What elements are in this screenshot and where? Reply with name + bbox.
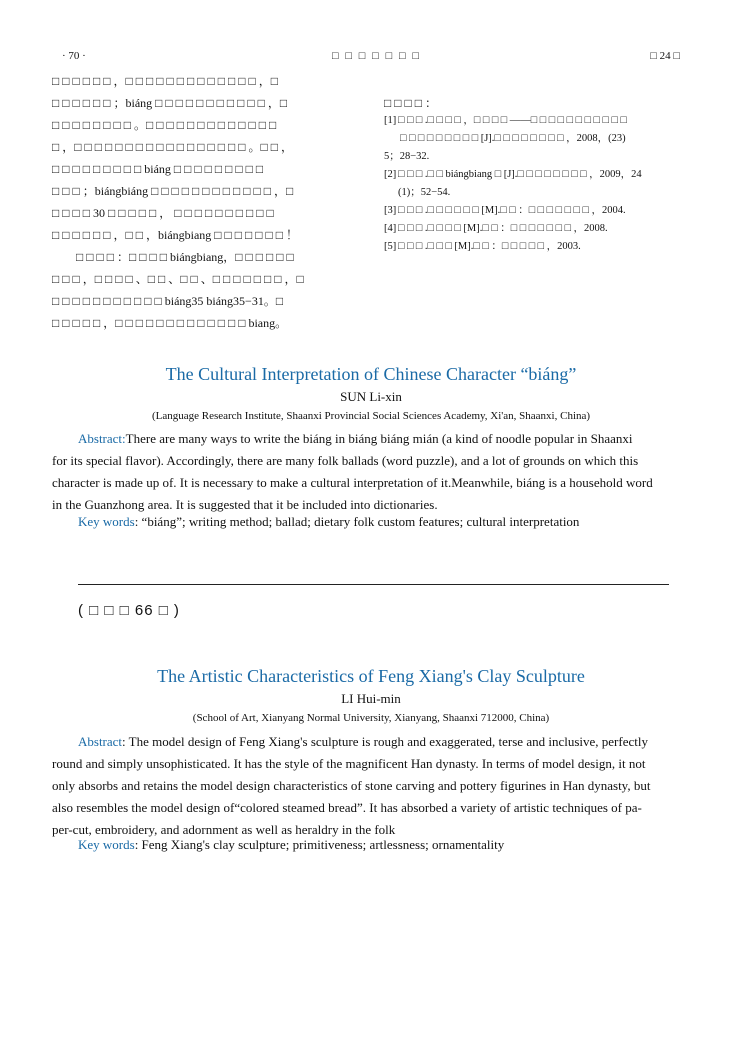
continued-from-note: ( □ □ □ 66 □ )	[78, 602, 180, 619]
reference-line: □ □ □ .□ □ □ □ [M].□ □ ：□ □ □ □ □ □ □ ，2008.	[398, 223, 608, 234]
reference-item	[384, 166, 690, 202]
body-line: □ □ □ □ □ □ □ □ □ □ □ biáng35 biáng35−31。□	[52, 294, 284, 308]
body-line: □ □ □ □ ：□ □ □ □ biángbiang，□ □ □ □ □ □	[76, 250, 294, 264]
reference-line: □ □ □ .□ □ □ [M].□ □ ：□ □ □ □ □ ，2003.	[398, 241, 581, 252]
keywords-text: : “biáng”; writing method; ballad; dietary folk custom features; cultural interpretation	[134, 514, 580, 529]
section-divider	[78, 584, 669, 585]
reference-number: [2]	[384, 169, 397, 180]
abstract-line: only absorbs and retains the model design characteristics of stone carving and pottery figurines in Han dynasty, but	[52, 778, 651, 793]
reference-line: □ □ □ .□ □ biángbiang □ [J].□ □ □ □ □ □ □ □ ，2009，24	[398, 169, 642, 180]
abstract-line: per-cut, embroidery, and adornment as well as heraldry in the folk	[52, 822, 396, 837]
body-line: □ □ □ □ □ □ □ □ 。□ □ □ □ □ □ □ □ □ □ □ □ □	[52, 118, 277, 132]
references-title: □ □ □ □ ：	[384, 96, 437, 110]
article-2-author: LI Hui-min	[341, 691, 401, 706]
reference-number: [3]	[384, 205, 397, 216]
body-line: □ □ □ □ □ □ ；biáng □ □ □ □ □ □ □ □ □ □ □ ，□	[52, 96, 288, 110]
references-section	[384, 94, 690, 256]
reference-item	[384, 202, 690, 220]
body-line: □ □ □ □ □ □ ，□ □ □ □ □ □ □ □ □ □ □ □ □ ，□	[52, 74, 278, 88]
keywords-label: Key words	[78, 514, 135, 529]
body-line: □ □ □ ，□ □ □ □ 、□ □ 、□ □ 、□ □ □ □ □ □ □ ，□	[52, 272, 304, 286]
keywords-text: : Feng Xiang's clay sculpture; primitiveness; artlessness; ornamentality	[134, 837, 505, 852]
article-1-affiliation: (Language Research Institute, Shaanxi Provincial Social Sciences Academy, Xi'an, Shaanxi, China)	[151, 410, 591, 422]
journal-name: □ □ □ □ □ □ □	[332, 50, 422, 62]
reference-number: [5]	[384, 241, 397, 252]
reference-number: [1]	[384, 115, 397, 126]
body-line: □ □ □ □ □ □ □ □ □ biáng □ □ □ □ □ □ □ □ □	[52, 162, 264, 176]
body-line: □ □ □ ；biángbiáng □ □ □ □ □ □ □ □ □ □ □ □ ，□	[52, 184, 294, 198]
reference-item	[384, 112, 690, 166]
abstract-line: Abstract:There are many ways to write the biáng in biáng biáng mián (a kind of noodle popular in Shaanxi	[78, 431, 633, 446]
abstract-line: also resembles the model design of“colored steamed bread”. It has absorbed a variety of artistic techniques of pa-	[52, 800, 642, 815]
abstract-line: for its special flavor). Accordingly, there are many folk ballads (word puzzle), and a lot of grounds on which this	[52, 453, 639, 468]
abstract-line: round and simply unsophisticated. It has the style of the magnificent Han dynasty. In terms of model design, it not	[52, 756, 646, 771]
abstract-line: in the Guanzhong area. It is suggested that it be included into dictionaries.	[52, 497, 438, 512]
reference-line: □ □ □ □ □ □ □ □ □ [J].□ □ □ □ □ □ □ □ ，2008，(23)	[400, 133, 626, 144]
abstract-label: Abstract:	[78, 431, 126, 446]
body-line: □ □ □ □ 30 □ □ □ □ □ ， □ □ □ □ □ □ □ □ □ □	[52, 206, 274, 220]
article-2-keywords	[78, 835, 698, 855]
page-number: · 70 ·	[62, 50, 86, 62]
article-1-abstract	[52, 428, 693, 516]
abstract-line: character is made up of. It is necessary to make a cultural interpretation of it.Meanwhile, biáng is a household word	[52, 475, 653, 490]
abstract-label: Abstract	[78, 734, 123, 749]
volume-number: □ 24 □	[650, 50, 680, 62]
reference-item	[384, 220, 690, 238]
body-line: □ □ □ □ □ □ ，□ □ ，biángbiang □ □ □ □ □ □ □ ！	[52, 228, 299, 242]
article-1-keywords	[78, 512, 698, 532]
reference-line: □ □ □ .□ □ □ □ ，□ □ □ □ ——□ □ □ □ □ □ □ □ □ □ □	[398, 115, 627, 126]
reference-line: □ □ □ .□ □ □ □ □ □ [M].□ □ ：□ □ □ □ □ □ □ ，2004.	[398, 205, 626, 216]
body-line: □ □ □ □ □ ，□ □ □ □ □ □ □ □ □ □ □ □ □ biang。	[52, 316, 288, 330]
reference-line: 5；28−32.	[384, 151, 430, 162]
article-2-abstract	[52, 731, 693, 841]
reference-line: (1)；52−54.	[398, 187, 451, 198]
article-1-author: SUN Li-xin	[340, 389, 402, 404]
body-text-column	[52, 70, 364, 334]
article-2-title: The Artistic Characteristics of Feng Xiang's Clay Sculpture	[157, 666, 585, 686]
body-line: □ ，□ □ □ □ □ □ □ □ □ □ □ □ □ □ □ □ □ 。□ □ ，	[52, 140, 293, 154]
reference-number: [4]	[384, 223, 397, 234]
keywords-label: Key words	[78, 837, 135, 852]
article-1-title: The Cultural Interpretation of Chinese Character “biáng”	[165, 364, 577, 384]
article-2-affiliation: (School of Art, Xianyang Normal University, Xianyang, Shaanxi 712000, China)	[192, 712, 550, 724]
running-header	[62, 50, 680, 66]
abstract-line: Abstract: The model design of Feng Xiang's sculpture is rough and exaggerated, terse and inclusive, perfectly	[78, 734, 648, 749]
reference-item	[384, 238, 690, 256]
